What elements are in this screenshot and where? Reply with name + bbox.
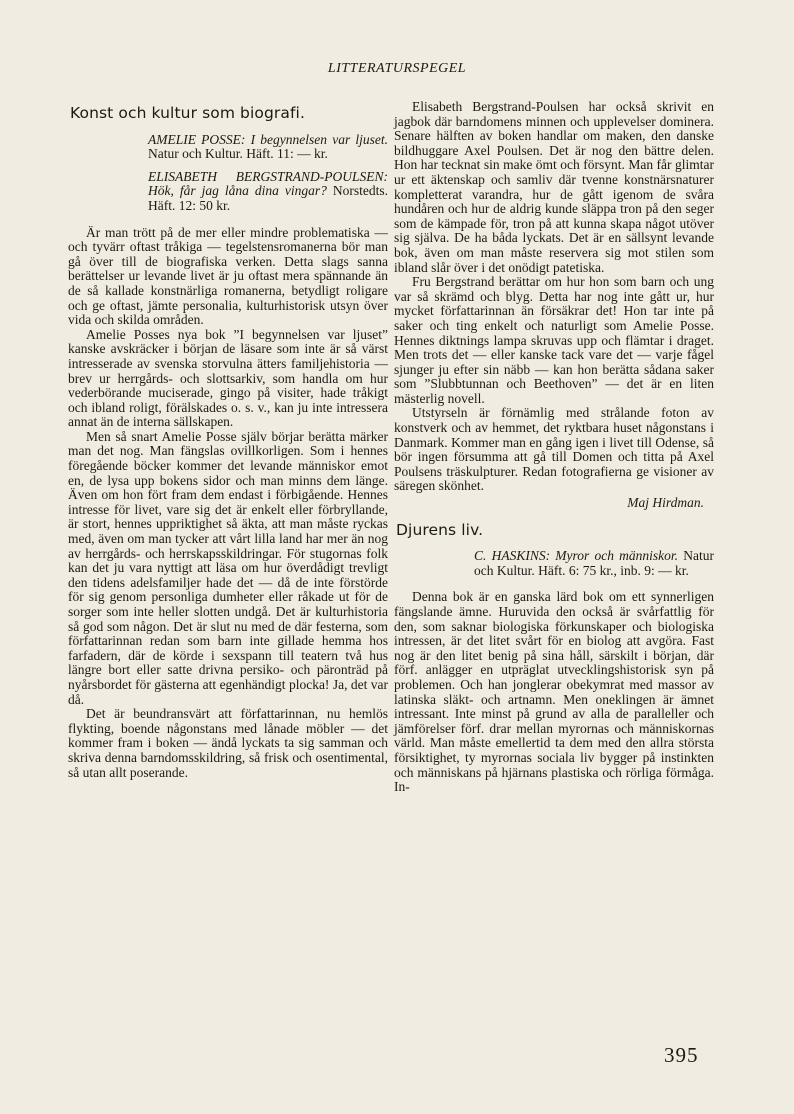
book-reference-posse	[148, 133, 388, 162]
section-title-djurens-liv: Djurens liv.	[396, 520, 484, 539]
reference-details: Natur och Kultur. Häft. 11: — kr.	[148, 146, 328, 162]
paragraph: Fru Bergstrand berättar om hur hon som barn och ung var så skrämd och blyg. Detta har nog inte gått ur, hur mycket författarinnan än försäkrar det! Hon tar inte på saker och ting enkelt och naturligt som Amelie Posse. Hennes diktnings lampa skruvas upp och flämtar i draget. Men trots det — eller kanske tack vare det — varje fågel sjunger ju efter sin näbb — kan hon berätta sådana saker som ”Slubbtunnan och Beethoven” — det är en liten mästerlig novell.	[394, 274, 714, 406]
left-column	[68, 100, 388, 780]
reference-title: Hök, får jag låna dina vingar?	[148, 183, 327, 199]
reference-author: AMELIE POSSE:	[148, 131, 246, 147]
right-column	[394, 100, 714, 795]
reference-title: Myror och människor.	[555, 548, 679, 564]
reference-author: C. HASKINS:	[474, 548, 551, 564]
paragraph: Amelie Posses nya bok ”I begynnelsen var ljuset” kanske avskräcker i början de läsare som inte är så värst intresserade av svenska storvulna ätters familjehistoria — brev ur herrgårds- och slottsarkiv, som handla om hur vederbörande muciserade, gingo på visiter, hade tråkigt och ibland roligt, förälskades o. s. v., kan ju inte intressera annat än de interna sällskapen.	[68, 326, 388, 430]
book-reference-haskins	[474, 549, 714, 578]
paragraph: Det är beundransvärt att författarinnan, nu hemlös flykting, boende någonstans med lånade möbler — det kommer fram i boken — ändå lyckats ta sig samman och skriva denna barndomsskildring, så frisk och osentimental, så utan allt poserande.	[68, 706, 388, 780]
reference-details: Norstedts. Häft. 12: 50 kr.	[148, 183, 388, 213]
book-reference-bergstrand	[148, 170, 388, 214]
paragraph: Denna bok är en ganska lärd bok om ett synnerligen fängslande ämne. Huruvida den också är svårfattlig för den, som saknar biologiska förkunskaper och biologiska intressen, är det litet svårt för en biolog att avgöra. Fast nog är den litet benig på sina håll, särskilt i början, där förf. anlägger en utpräglat utvecklingshistorisk syn på problemen. Och han jonglerar obekymrat med massor av latinska släkt- och artnamn. Men oneklingen är ämnet intressant. Inte minst på grund av alla de paralleller och jämförelser förf. drar mellan myrornas och människornas värld. Man måste emellertid ta dem med den allra största försiktighet, ty myrornas sociala liv bygger på instinkten och människans på hjärnans plastiska och rörliga förmåga. In-	[394, 589, 714, 795]
running-title: LITTERATURSPEGEL	[327, 61, 467, 76]
paragraph: Elisabeth Bergstrand-Poulsen har också skrivit en jagbok där barndomens minnen och upplevelser dominera. Senare hälften av boken handlar om maken, den danske bildhuggare Axel Poulsen. Det är nog den bättre delen. Hon har tecknat sin make ömt och försynt. Man får glimtar ur ett äktenskap och samliv där tvenne konstnärsnaturer kompletterat varandra, hur de gått igenom de svåra hundåren och hur de aldrig kunde släppa tron på den seger som de kämpade för, tron på att kunna skapa något utöver sig själva. De ha båda lyckats. Det är en sällsynt levande bok, även om man måste reservera sig mot stilen som ibland slår över i det onödigt patetiska.	[394, 99, 714, 275]
author-signature: Maj Hirdman.	[627, 495, 704, 511]
reference-details: Natur och Kultur. Häft. 6: 75 kr., inb. 9: — kr.	[474, 548, 714, 578]
section-title-konst: Konst och kultur som biografi.	[70, 104, 305, 122]
paragraph: Utstyrseln är förnämlig med strålande foton av konstverk och av hemmet, det ryktbara huset någonstans i Danmark. Kommer man en gång igen i livet till Odense, så bör ingen försumma att gå till Domen och titta på Axel Poulsens träskulpturer. Redan fotografierna ge visioner av säregen skönhet.	[394, 405, 714, 494]
page-number: 395	[664, 1043, 699, 1067]
paragraph: Men så snart Amelie Posse själv börjar berätta märker man det nog. Man fängslas ovillkorligen. Som i hennes föregående böcker kommer det levande människor emot en, de lysa upp bokens sidor och man minns dem länge. Även om hon fört fram dem endast i förbigående. Hennes intresse för livet, vare sig det är enkelt eller förbryllande, är stort, hennes uppriktighet så äkta, att man måste ryckas med, även om man tycker att vårt lilla land har mer än nog av herrgårds- och herrskapsskildringar. För stugornas folk kan det ju vara nyttigt att läsa om hur överdådigt trevligt den tidens adelsfamiljer hade det — då de inte förstörde för sig genom personliga dumheter eller råkade ut för de sorger som inte heller slotten undgå. Det är kulturhistoria så god som någon. Det är slut nu med de där festerna, som författarinnan redan som barn inte gillade hemma hos farfadern, där de körde i sexspann till teatern två hus längre bort eller satte drivna persiko- och päronträd på nyårsbordet för gästerna att egenhändigt plocka! Ja, det var då.	[68, 428, 388, 707]
reference-title: I begynnelsen var ljuset.	[250, 131, 388, 147]
paragraph: Är man trött på de mer eller mindre problematiska — och tyvärr oftast tråkiga — tegelstensromanerna bör man gå över till de biografiska verken. Detta slags sanna berättelser ur levande livet är ju oftast mera spännande än de så kallade konstnärliga romanerna, betydligt roligare och ge oftast, jämte personalia, kulturhistorisk utsyn över vida och skilda områden.	[68, 224, 388, 328]
reference-author: ELISABETH BERGSTRAND-POULSEN:	[148, 168, 388, 184]
